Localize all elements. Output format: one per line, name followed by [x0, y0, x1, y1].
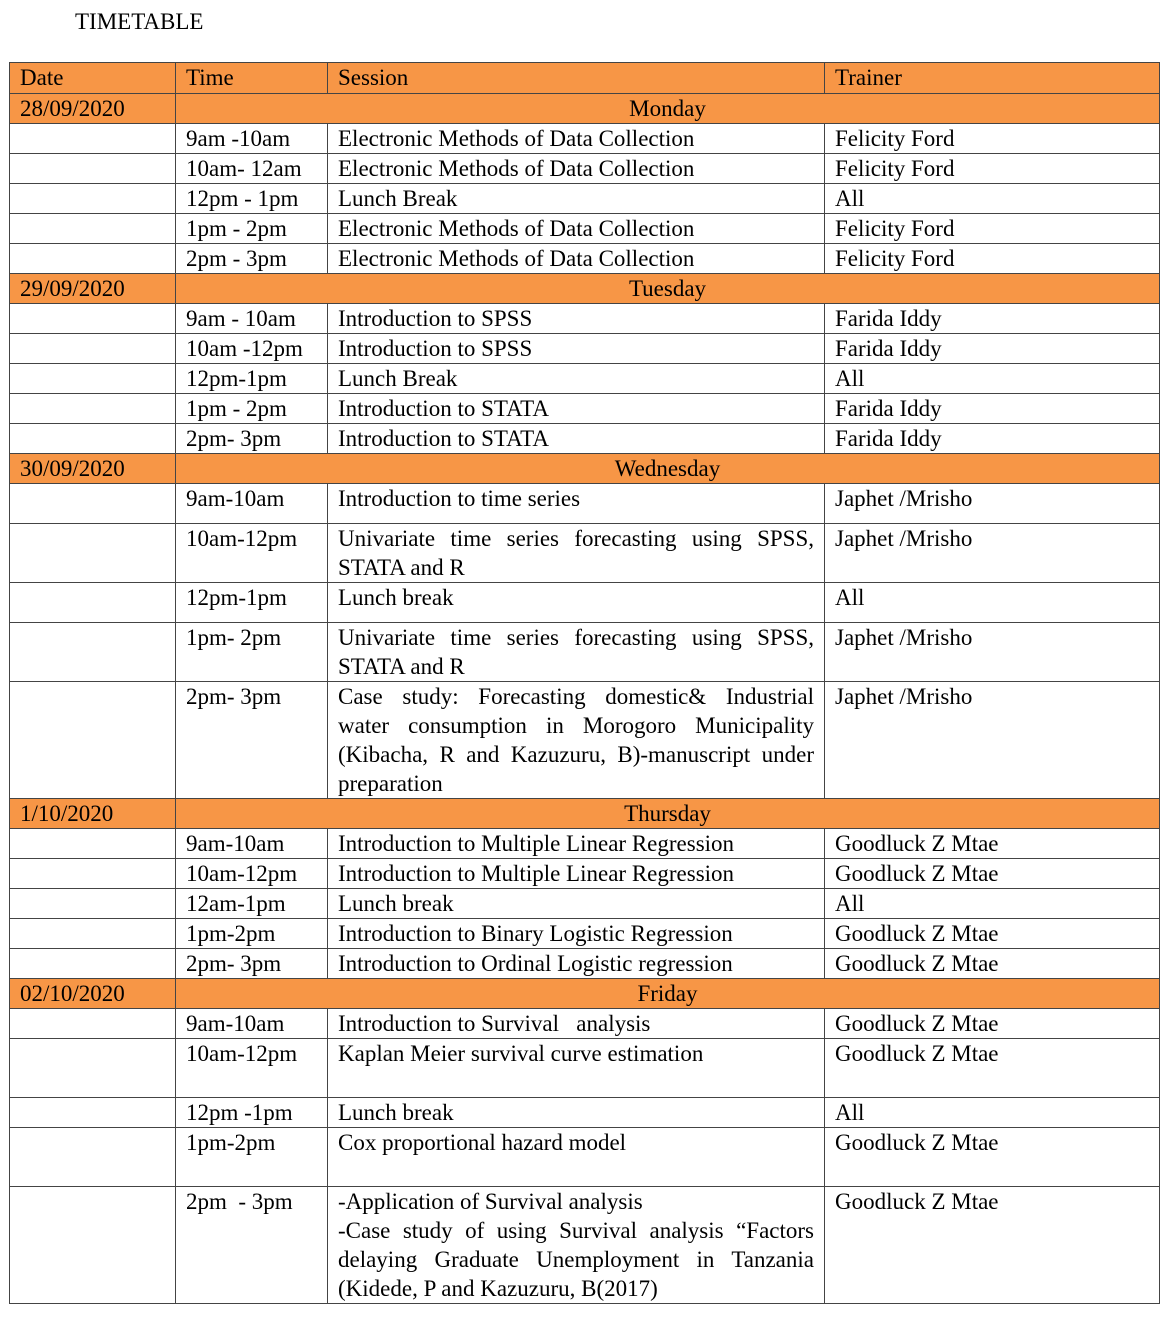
time-cell: 2pm- 3pm	[176, 424, 328, 454]
time-cell: 12pm-1pm	[176, 583, 328, 623]
trainer-cell: All	[825, 889, 1160, 919]
trainer-cell: Farida Iddy	[825, 394, 1160, 424]
session-cell: Lunch Break	[328, 364, 825, 394]
table-row	[10, 1098, 1160, 1128]
time-cell: 9am-10am	[176, 829, 328, 859]
table-row	[10, 424, 1160, 454]
trainer-cell: Goodluck Z Mtae	[825, 829, 1160, 859]
table-row	[10, 334, 1160, 364]
trainer-cell: All	[825, 583, 1160, 623]
header-date: Date	[10, 63, 176, 94]
table-row	[10, 919, 1160, 949]
time-cell: 2pm- 3pm	[176, 682, 328, 799]
session-cell: Lunch Break	[328, 184, 825, 214]
session-cell: Electronic Methods of Data Collection	[328, 244, 825, 274]
trainer-cell: Farida Iddy	[825, 304, 1160, 334]
trainer-cell: Felicity Ford	[825, 154, 1160, 184]
table-row	[10, 484, 1160, 524]
date-cell	[10, 1098, 176, 1128]
trainer-cell: Japhet /Mrisho	[825, 484, 1160, 524]
session-cell: Univariate time series forecasting using SPSS, STATA and R	[328, 524, 825, 583]
day-row-monday	[10, 94, 1160, 124]
date-cell	[10, 364, 176, 394]
session-cell: Case study: Forecasting domestic& Industrial water consumption in Morogoro Municipality (Kibacha, R and Kazuzuru, B)-manuscript under preparation	[328, 682, 825, 799]
table-row	[10, 304, 1160, 334]
date-cell	[10, 583, 176, 623]
trainer-cell: Farida Iddy	[825, 334, 1160, 364]
time-cell: 1pm - 2pm	[176, 214, 328, 244]
trainer-cell: Felicity Ford	[825, 214, 1160, 244]
time-cell: 12pm-1pm	[176, 364, 328, 394]
time-cell: 10am-12pm	[176, 524, 328, 583]
date-cell	[10, 919, 176, 949]
date-cell	[10, 682, 176, 799]
time-cell: 9am - 10am	[176, 304, 328, 334]
time-cell: 9am-10am	[176, 484, 328, 524]
trainer-cell: All	[825, 184, 1160, 214]
time-cell: 10am-12pm	[176, 1039, 328, 1098]
session-cell: Introduction to Binary Logistic Regression	[328, 919, 825, 949]
day-row-wednesday	[10, 454, 1160, 484]
session-cell: Electronic Methods of Data Collection	[328, 154, 825, 184]
date-cell	[10, 214, 176, 244]
table-row	[10, 682, 1160, 799]
trainer-cell: Goodluck Z Mtae	[825, 859, 1160, 889]
table-row	[10, 889, 1160, 919]
session-line: -Application of Survival analysis	[338, 1189, 643, 1214]
session-cell: Introduction to Multiple Linear Regression	[328, 859, 825, 889]
date-cell	[10, 304, 176, 334]
trainer-cell: Goodluck Z Mtae	[825, 1187, 1160, 1304]
date-cell	[10, 889, 176, 919]
date-cell	[10, 949, 176, 979]
table-row	[10, 244, 1160, 274]
header-session: Session	[328, 63, 825, 94]
session-cell: Electronic Methods of Data Collection	[328, 214, 825, 244]
session-cell: Introduction to SPSS	[328, 304, 825, 334]
date-cell	[10, 334, 176, 364]
date-cell	[10, 623, 176, 682]
session-cell	[328, 1187, 825, 1304]
table-row	[10, 1187, 1160, 1304]
time-cell: 12pm -1pm	[176, 1098, 328, 1128]
session-cell: Introduction to STATA	[328, 424, 825, 454]
table-row	[10, 394, 1160, 424]
time-cell: 9am -10am	[176, 124, 328, 154]
trainer-cell: Felicity Ford	[825, 244, 1160, 274]
date-cell	[10, 1009, 176, 1039]
time-cell: 2pm - 3pm	[176, 244, 328, 274]
day-date: 1/10/2020	[10, 799, 176, 829]
session-cell: Introduction to Ordinal Logistic regression	[328, 949, 825, 979]
session-cell: Introduction to SPSS	[328, 334, 825, 364]
day-name: Tuesday	[176, 274, 1160, 304]
trainer-cell: Goodluck Z Mtae	[825, 1128, 1160, 1187]
table-row	[10, 859, 1160, 889]
trainer-cell: Goodluck Z Mtae	[825, 919, 1160, 949]
table-row	[10, 214, 1160, 244]
date-cell	[10, 424, 176, 454]
date-cell	[10, 394, 176, 424]
day-name: Monday	[176, 94, 1160, 124]
header-row	[10, 63, 1160, 94]
day-date: 28/09/2020	[10, 94, 176, 124]
table-row	[10, 124, 1160, 154]
header-time: Time	[176, 63, 328, 94]
table-row	[10, 623, 1160, 682]
document-title: TIMETABLE	[75, 9, 204, 34]
date-cell	[10, 829, 176, 859]
session-cell: Introduction to STATA	[328, 394, 825, 424]
trainer-cell: All	[825, 1098, 1160, 1128]
time-cell: 1pm- 2pm	[176, 623, 328, 682]
time-cell: 10am -12pm	[176, 334, 328, 364]
trainer-cell: Goodluck Z Mtae	[825, 1009, 1160, 1039]
date-cell	[10, 1128, 176, 1187]
date-cell	[10, 124, 176, 154]
date-cell	[10, 184, 176, 214]
trainer-cell: Goodluck Z Mtae	[825, 949, 1160, 979]
day-row-tuesday	[10, 274, 1160, 304]
table-row	[10, 184, 1160, 214]
day-name: Wednesday	[176, 454, 1160, 484]
session-cell: Introduction to Survival analysis	[328, 1009, 825, 1039]
trainer-cell: Japhet /Mrisho	[825, 524, 1160, 583]
time-cell: 1pm - 2pm	[176, 394, 328, 424]
time-cell: 2pm - 3pm	[176, 1187, 328, 1304]
session-cell: Kaplan Meier survival curve estimation	[328, 1039, 825, 1098]
time-cell: 12pm - 1pm	[176, 184, 328, 214]
trainer-cell: Goodluck Z Mtae	[825, 1039, 1160, 1098]
session-line: -Case study of using Survival analysis “Factors delaying Graduate Unemployment in Tanzania (Kidede, P and Kazuzuru, B(2017)	[338, 1218, 814, 1301]
time-cell: 10am- 12am	[176, 154, 328, 184]
trainer-cell: Felicity Ford	[825, 124, 1160, 154]
day-name: Thursday	[176, 799, 1160, 829]
table-row	[10, 583, 1160, 623]
table-row	[10, 949, 1160, 979]
header-trainer: Trainer	[825, 63, 1160, 94]
table-row	[10, 524, 1160, 583]
table-row	[10, 154, 1160, 184]
table-row	[10, 829, 1160, 859]
time-cell: 1pm-2pm	[176, 919, 328, 949]
day-date: 02/10/2020	[10, 979, 176, 1009]
day-row-friday	[10, 979, 1160, 1009]
trainer-cell: Japhet /Mrisho	[825, 682, 1160, 799]
table-row	[10, 1039, 1160, 1098]
session-cell: Introduction to Multiple Linear Regression	[328, 829, 825, 859]
date-cell	[10, 154, 176, 184]
time-cell: 2pm- 3pm	[176, 949, 328, 979]
session-cell: Lunch break	[328, 1098, 825, 1128]
session-cell: Electronic Methods of Data Collection	[328, 124, 825, 154]
date-cell	[10, 244, 176, 274]
session-cell: Cox proportional hazard model	[328, 1128, 825, 1187]
session-cell: Introduction to time series	[328, 484, 825, 524]
day-name: Friday	[176, 979, 1160, 1009]
trainer-cell: Farida Iddy	[825, 424, 1160, 454]
date-cell	[10, 524, 176, 583]
table-row	[10, 364, 1160, 394]
session-cell: Lunch break	[328, 889, 825, 919]
date-cell	[10, 1187, 176, 1304]
time-cell: 10am-12pm	[176, 859, 328, 889]
date-cell	[10, 859, 176, 889]
day-date: 30/09/2020	[10, 454, 176, 484]
time-cell: 1pm-2pm	[176, 1128, 328, 1187]
table-row	[10, 1009, 1160, 1039]
time-cell: 9am-10am	[176, 1009, 328, 1039]
session-cell: Univariate time series forecasting using SPSS, STATA and R	[328, 623, 825, 682]
timetable	[9, 62, 1160, 1304]
table-row	[10, 1128, 1160, 1187]
time-cell: 12am-1pm	[176, 889, 328, 919]
session-cell: Lunch break	[328, 583, 825, 623]
day-date: 29/09/2020	[10, 274, 176, 304]
trainer-cell: All	[825, 364, 1160, 394]
day-row-thursday	[10, 799, 1160, 829]
date-cell	[10, 484, 176, 524]
date-cell	[10, 1039, 176, 1098]
trainer-cell: Japhet /Mrisho	[825, 623, 1160, 682]
